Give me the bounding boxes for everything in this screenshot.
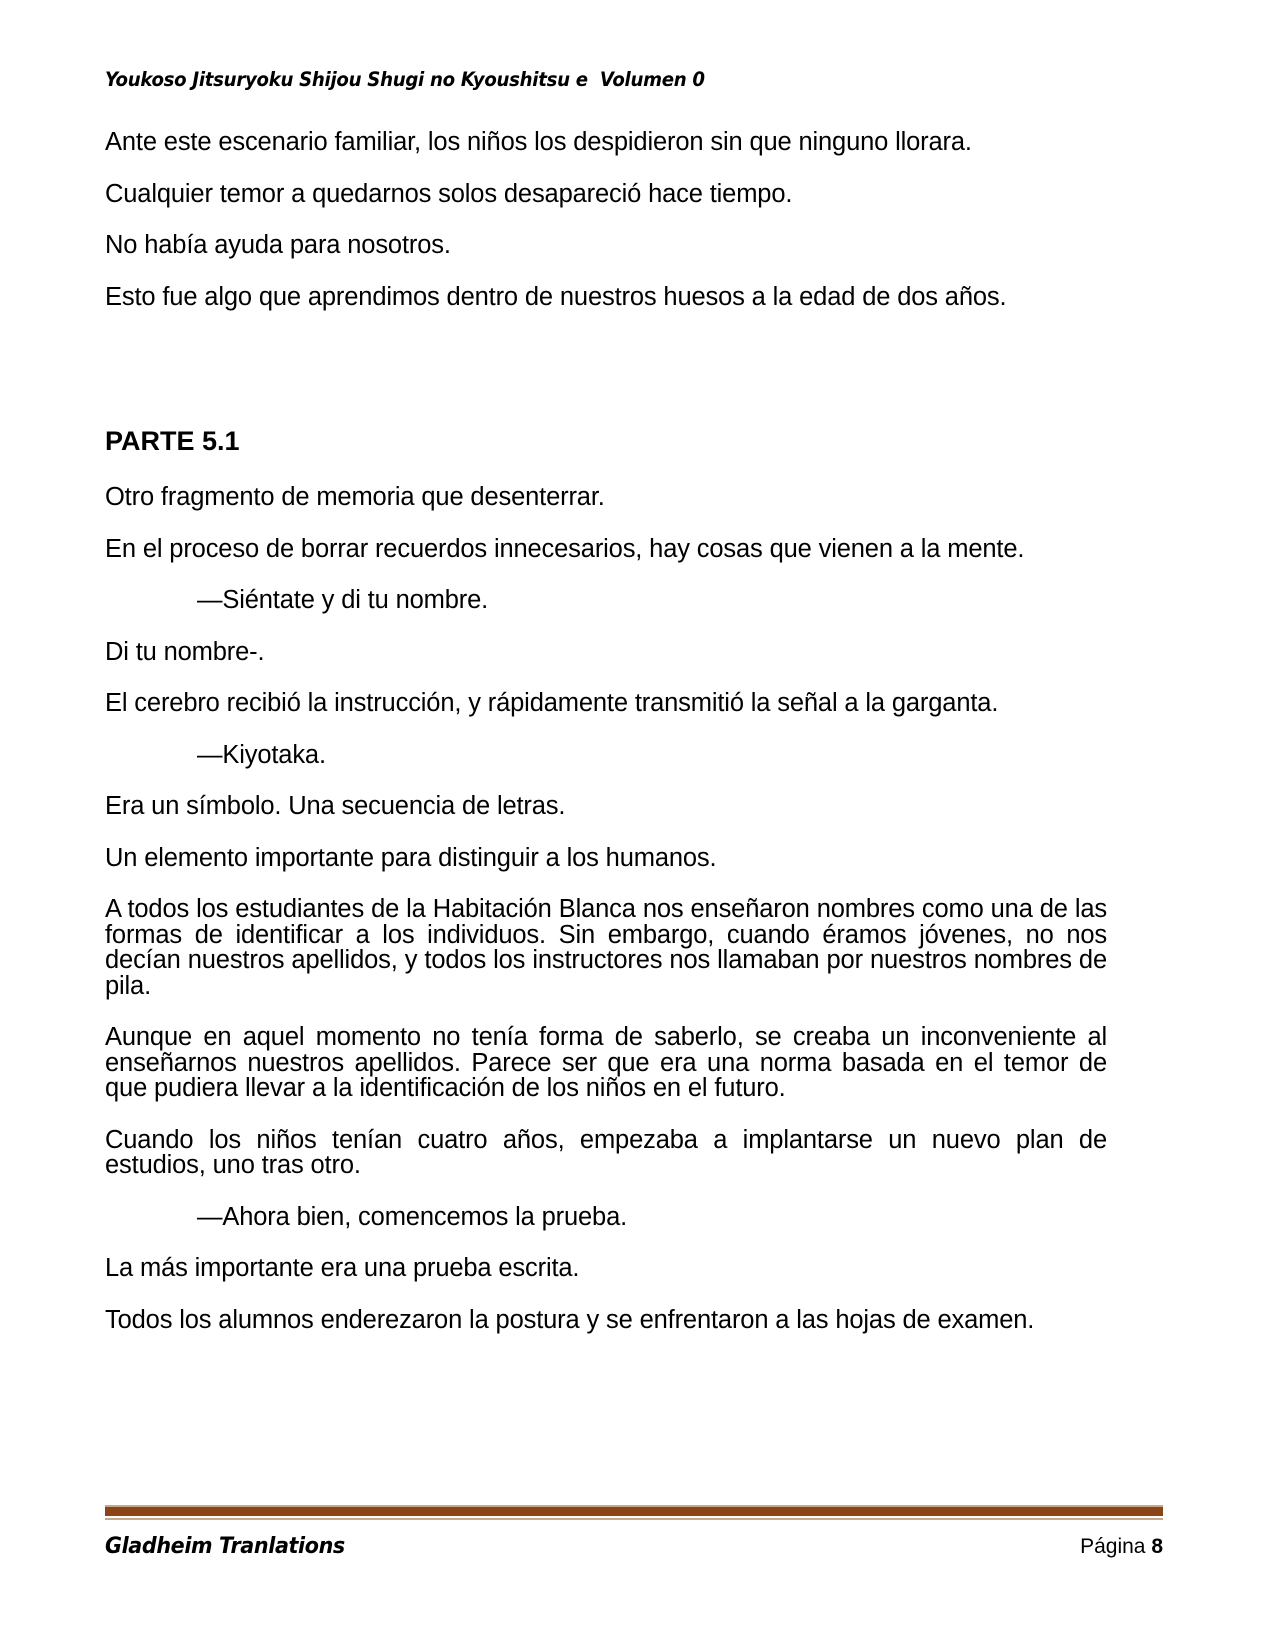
- footer-brand: Gladheim Tranlations: [105, 1534, 345, 1559]
- paragraph-spacer: [105, 562, 1107, 588]
- section-spacer: [105, 310, 1107, 428]
- paragraph-intro-3: No había ayuda para nosotros.: [105, 231, 451, 259]
- section-heading: PARTE 5.1: [105, 426, 240, 456]
- paragraph-spacer: [105, 614, 1107, 640]
- paragraph-spacer: [105, 999, 1107, 1025]
- paragraph-spacer: [105, 871, 1107, 897]
- paragraph-after-dialogue-2b: Un elemento importante para distinguir a los humanos.: [105, 843, 717, 872]
- page-content: [105, 130, 1107, 1333]
- divider-thick-bar: [105, 1507, 1163, 1516]
- paragraph-spacer: [105, 820, 1107, 846]
- paragraph-spacer: [105, 717, 1107, 743]
- paragraph-spacer: [105, 1230, 1107, 1256]
- paragraph-spacer: [105, 156, 1107, 182]
- footer-page-info: [1080, 1535, 1163, 1559]
- footer-divider: [105, 1505, 1163, 1520]
- paragraph-spacer: [105, 511, 1107, 537]
- paragraph-spacer: [105, 1179, 1107, 1205]
- paragraph-spacer: [105, 259, 1107, 285]
- paragraph-long-2: Aunque en aquel momento no tenía forma de saberlo, se creaba un inconveniente al enseñarnos nuestros apellidos. Parece ser que era una norma basada en el temor de que pudiera llevar a la identificación de los niños en el futuro.: [105, 1023, 1107, 1102]
- paragraph-long-4: Todos los alumnos enderezaron la postura y se enfrentaron a las hojas de examen.: [105, 1305, 1035, 1334]
- paragraph-intro-4: Esto fue algo que aprendimos dentro de nuestros huesos a la edad de dos años.: [105, 282, 1007, 311]
- paragraph-long-1: A todos los estudiantes de la Habitación Blanca nos enseñaron nombres como una de las formas de identificar a los individuos. Sin embargo, cuando éramos jóvenes, no nos decían nuestros apellidos, y todos los instructores nos llamaban por nuestros nombres de pila.: [105, 895, 1107, 1000]
- paragraph-intro-2: Cualquier temor a quedarnos solos desapareció hace tiempo.: [105, 179, 793, 208]
- dialogue-line-2: —Kiyotaka.: [197, 740, 326, 769]
- paragraph-spacer: [105, 768, 1107, 794]
- paragraph-spacer: [105, 207, 1107, 233]
- paragraph-after-dialogue-1b: El cerebro recibió la instrucción, y rápidamente transmitió la señal a la garganta.: [105, 689, 999, 717]
- dialogue-line-1: —Siéntate y di tu nombre.: [197, 586, 489, 614]
- paragraph-spacer: [105, 1102, 1107, 1128]
- footer-row: [105, 1534, 1163, 1559]
- paragraph-section-2: En el proceso de borrar recuerdos innecesarios, hay cosas que vienen a la mente.: [105, 534, 1025, 563]
- dialogue-line-3: —Ahora bien, comencemos la prueba.: [197, 1202, 628, 1231]
- header-title: Youkoso Jitsuryoku Shijou Shugi no Kyoushitsu e Volumen 0: [105, 67, 705, 91]
- paragraph-after-dialogue-1a: Di tu nombre-.: [105, 637, 265, 666]
- footer-page-label: Página: [1080, 1535, 1152, 1558]
- paragraph-after-dialogue-2a: Era un símbolo. Una secuencia de letras.: [105, 792, 566, 820]
- paragraph-long-3: Cuando los niños tenían cuatro años, empezaba a implantarse un nuevo plan de estudios, uno tras otro.: [105, 1125, 1107, 1179]
- paragraph-section-1: Otro fragmento de memoria que desenterrar.: [105, 483, 605, 511]
- divider-bottom-line: [105, 1518, 1163, 1520]
- page-header: [105, 62, 1105, 96]
- paragraph-intro-1: Ante este escenario familiar, los niños los despidieron sin que ninguno llorara.: [105, 128, 972, 156]
- paragraph-spacer: [105, 665, 1107, 691]
- footer-page-number: 8: [1151, 1535, 1163, 1558]
- paragraph-after-dialogue-3: La más importante era una prueba escrita.: [105, 1254, 580, 1282]
- page-footer: [105, 1505, 1163, 1559]
- paragraph-spacer: [105, 1282, 1107, 1308]
- heading-spacer: [105, 455, 1107, 485]
